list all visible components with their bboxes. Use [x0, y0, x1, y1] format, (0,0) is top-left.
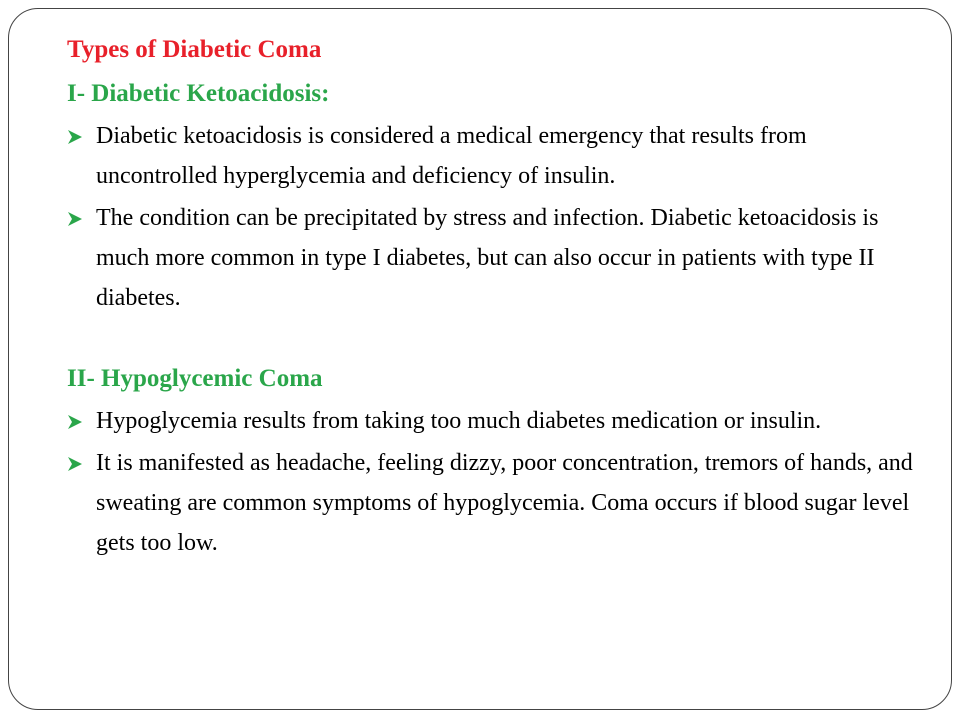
- bullet-text: Diabetic ketoacidosis is considered a medical emergency that results from uncontrolled hyperglycemia and deficiency of insulin.: [96, 123, 807, 189]
- ketoacidosis-bullet-list: [67, 116, 927, 318]
- section-heading-ketoacidosis: I- Diabetic Ketoacidosis:: [67, 80, 330, 107]
- section-hypoglycemic-coma: [67, 364, 927, 563]
- arrowhead-bullet-icon: [68, 212, 82, 226]
- bullet-text: The condition can be precipitated by stress and infection. Diabetic ketoacidosis is much more common in type I diabetes, but can also occur in patients with type II diabetes.: [96, 205, 879, 311]
- bullet-item: [67, 401, 927, 441]
- section-heading-hypoglycemic: II- Hypoglycemic Coma: [67, 365, 323, 392]
- arrowhead-bullet-icon: [68, 415, 82, 429]
- bullet-item: [67, 198, 927, 318]
- slide-title: Types of Diabetic Coma: [67, 36, 322, 63]
- hypoglycemic-bullet-list: [67, 401, 927, 563]
- arrowhead-bullet-icon: [68, 130, 82, 144]
- bullet-item: [67, 443, 927, 563]
- slide-frame: [8, 8, 952, 710]
- slide-content: [67, 35, 927, 563]
- section-diabetic-ketoacidosis: [67, 79, 927, 318]
- bullet-text: Hypoglycemia results from taking too much diabetes medication or insulin.: [96, 408, 822, 434]
- arrowhead-bullet-icon: [68, 457, 82, 471]
- bullet-item: [67, 116, 927, 196]
- bullet-text: It is manifested as headache, feeling dizzy, poor concentration, tremors of hands, and sweating are common symptoms of hypoglycemia. Coma occurs if blood sugar level gets too low.: [96, 450, 913, 556]
